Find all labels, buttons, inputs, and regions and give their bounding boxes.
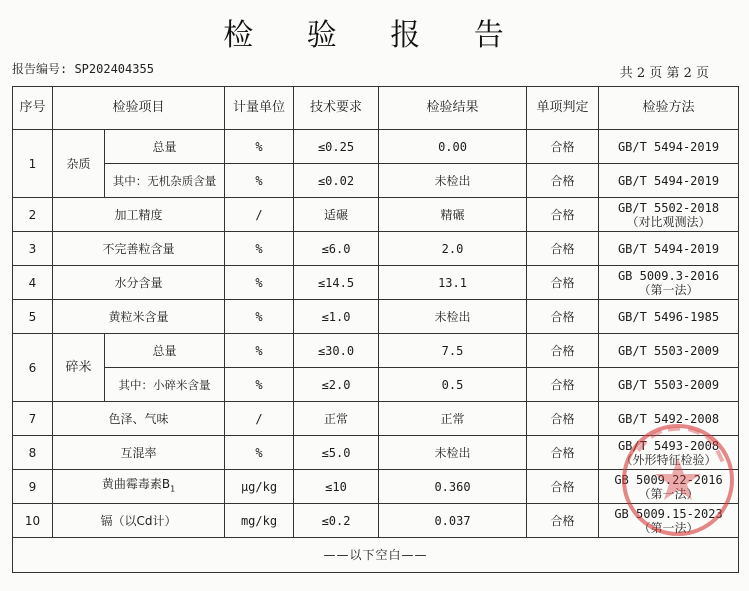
item-name: 黄粒米含量 [53, 300, 225, 334]
judgement: 合格 [527, 402, 599, 436]
method [599, 198, 739, 232]
row-number: 3 [13, 232, 53, 266]
method: GB/T 5492-2008 [599, 402, 739, 436]
judgement: 合格 [527, 130, 599, 164]
table-row [13, 164, 739, 198]
requirement: ≤14.5 [294, 266, 379, 300]
footer-row [13, 538, 739, 573]
method-note: （第一法） [638, 282, 699, 297]
unit: mg/kg [225, 504, 294, 538]
method [599, 470, 739, 504]
row-number: 9 [13, 470, 53, 504]
method: GB/T 5496-1985 [599, 300, 739, 334]
result: 0.037 [379, 504, 527, 538]
table-row [13, 470, 739, 504]
method: GB/T 5503-2009 [599, 368, 739, 402]
judgement: 合格 [527, 164, 599, 198]
method-standard: GB/T 5493-2008 [617, 438, 720, 453]
result: 7.5 [379, 334, 527, 368]
item-name-text: 黄曲霉毒素B [101, 476, 171, 491]
col-header-method: 检验方法 [599, 87, 739, 130]
requirement: ≤30.0 [294, 334, 379, 368]
result: 精碾 [379, 198, 527, 232]
row-number: 8 [13, 436, 53, 470]
unit: / [225, 402, 294, 436]
table-row [13, 198, 739, 232]
requirement: 适碾 [294, 198, 379, 232]
item-name: 其中：无机杂质含量 [105, 164, 225, 198]
result: 正常 [379, 402, 527, 436]
result: 2.0 [379, 232, 527, 266]
judgement: 合格 [527, 436, 599, 470]
unit: % [225, 232, 294, 266]
item-name: 其中：小碎米含量 [105, 368, 225, 402]
method-standard: GB/T 5502-2018 [617, 200, 720, 215]
row-number: 1 [13, 130, 53, 198]
requirement: ≤1.0 [294, 300, 379, 334]
result: 0.360 [379, 470, 527, 504]
table-row [13, 402, 739, 436]
unit: / [225, 198, 294, 232]
method-note: （外形特征检验） [620, 452, 717, 467]
report-title: 检 验 报 告 [223, 18, 526, 53]
item-name: 总量 [105, 130, 225, 164]
judgement: 合格 [527, 504, 599, 538]
method-note: （第一法） [638, 520, 699, 535]
result: 0.00 [379, 130, 527, 164]
col-header-requirement: 技术要求 [294, 87, 379, 130]
requirement: ≤6.0 [294, 232, 379, 266]
col-header-item: 检验项目 [53, 87, 225, 130]
result: 未检出 [379, 436, 527, 470]
requirement: ≤0.02 [294, 164, 379, 198]
unit: % [225, 130, 294, 164]
table-row [13, 130, 739, 164]
method-standard: GB 5009.22-2016 [614, 472, 723, 487]
requirement: ≤0.2 [294, 504, 379, 538]
row-number: 7 [13, 402, 53, 436]
col-header-no: 序号 [13, 87, 53, 130]
unit: % [225, 436, 294, 470]
item-name: 镉（以Cd计） [53, 504, 225, 538]
table-row [13, 436, 739, 470]
judgement: 合格 [527, 368, 599, 402]
requirement: ≤0.25 [294, 130, 379, 164]
judgement: 合格 [527, 300, 599, 334]
unit: μg/kg [225, 470, 294, 504]
result: 未检出 [379, 164, 527, 198]
unit: % [225, 266, 294, 300]
method [599, 266, 739, 300]
judgement: 合格 [527, 470, 599, 504]
table-row [13, 232, 739, 266]
requirement: ≤5.0 [294, 436, 379, 470]
item-name: 色泽、气味 [53, 402, 225, 436]
method-note: （第一法） [638, 486, 699, 501]
requirement: ≤2.0 [294, 368, 379, 402]
method: GB/T 5494-2019 [599, 232, 739, 266]
table-row [13, 368, 739, 402]
unit: % [225, 334, 294, 368]
col-header-result: 检验结果 [379, 87, 527, 130]
col-header-unit: 计量单位 [225, 87, 294, 130]
row-number: 2 [13, 198, 53, 232]
item-name: 不完善粒含量 [53, 232, 225, 266]
method: GB/T 5494-2019 [599, 130, 739, 164]
report-number: 报告编号: SP202404355 [12, 62, 154, 76]
table-row [13, 334, 739, 368]
inspection-table [12, 86, 739, 573]
item-name: 水分含量 [53, 266, 225, 300]
item-group: 碎米 [53, 334, 105, 402]
item-name: 互混率 [53, 436, 225, 470]
unit: % [225, 164, 294, 198]
unit: % [225, 300, 294, 334]
table-row [13, 504, 739, 538]
method [599, 504, 739, 538]
page-info: 共 2 页 第 2 页 [619, 66, 709, 81]
requirement: ≤10 [294, 470, 379, 504]
row-number: 10 [13, 504, 53, 538]
col-header-judgement: 单项判定 [527, 87, 599, 130]
method-standard: GB 5009.3-2016 [617, 268, 720, 283]
row-number: 5 [13, 300, 53, 334]
table-row [13, 266, 739, 300]
item-name [53, 470, 225, 504]
method-standard: GB 5009.15-2023 [614, 506, 723, 521]
judgement: 合格 [527, 232, 599, 266]
result: 未检出 [379, 300, 527, 334]
table-row [13, 300, 739, 334]
method: GB/T 5503-2009 [599, 334, 739, 368]
item-name-subscript: 1 [170, 484, 176, 494]
result: 13.1 [379, 266, 527, 300]
method-note: （对比观测法） [626, 214, 711, 229]
result: 0.5 [379, 368, 527, 402]
row-number: 6 [13, 334, 53, 402]
judgement: 合格 [527, 334, 599, 368]
item-group: 杂质 [53, 130, 105, 198]
item-name: 总量 [105, 334, 225, 368]
method: GB/T 5494-2019 [599, 164, 739, 198]
judgement: 合格 [527, 198, 599, 232]
unit: % [225, 368, 294, 402]
blank-below-note: ——以下空白—— [13, 538, 739, 573]
table-header-row [13, 87, 739, 130]
row-number: 4 [13, 266, 53, 300]
judgement: 合格 [527, 266, 599, 300]
requirement: 正常 [294, 402, 379, 436]
method [599, 436, 739, 470]
item-name: 加工精度 [53, 198, 225, 232]
